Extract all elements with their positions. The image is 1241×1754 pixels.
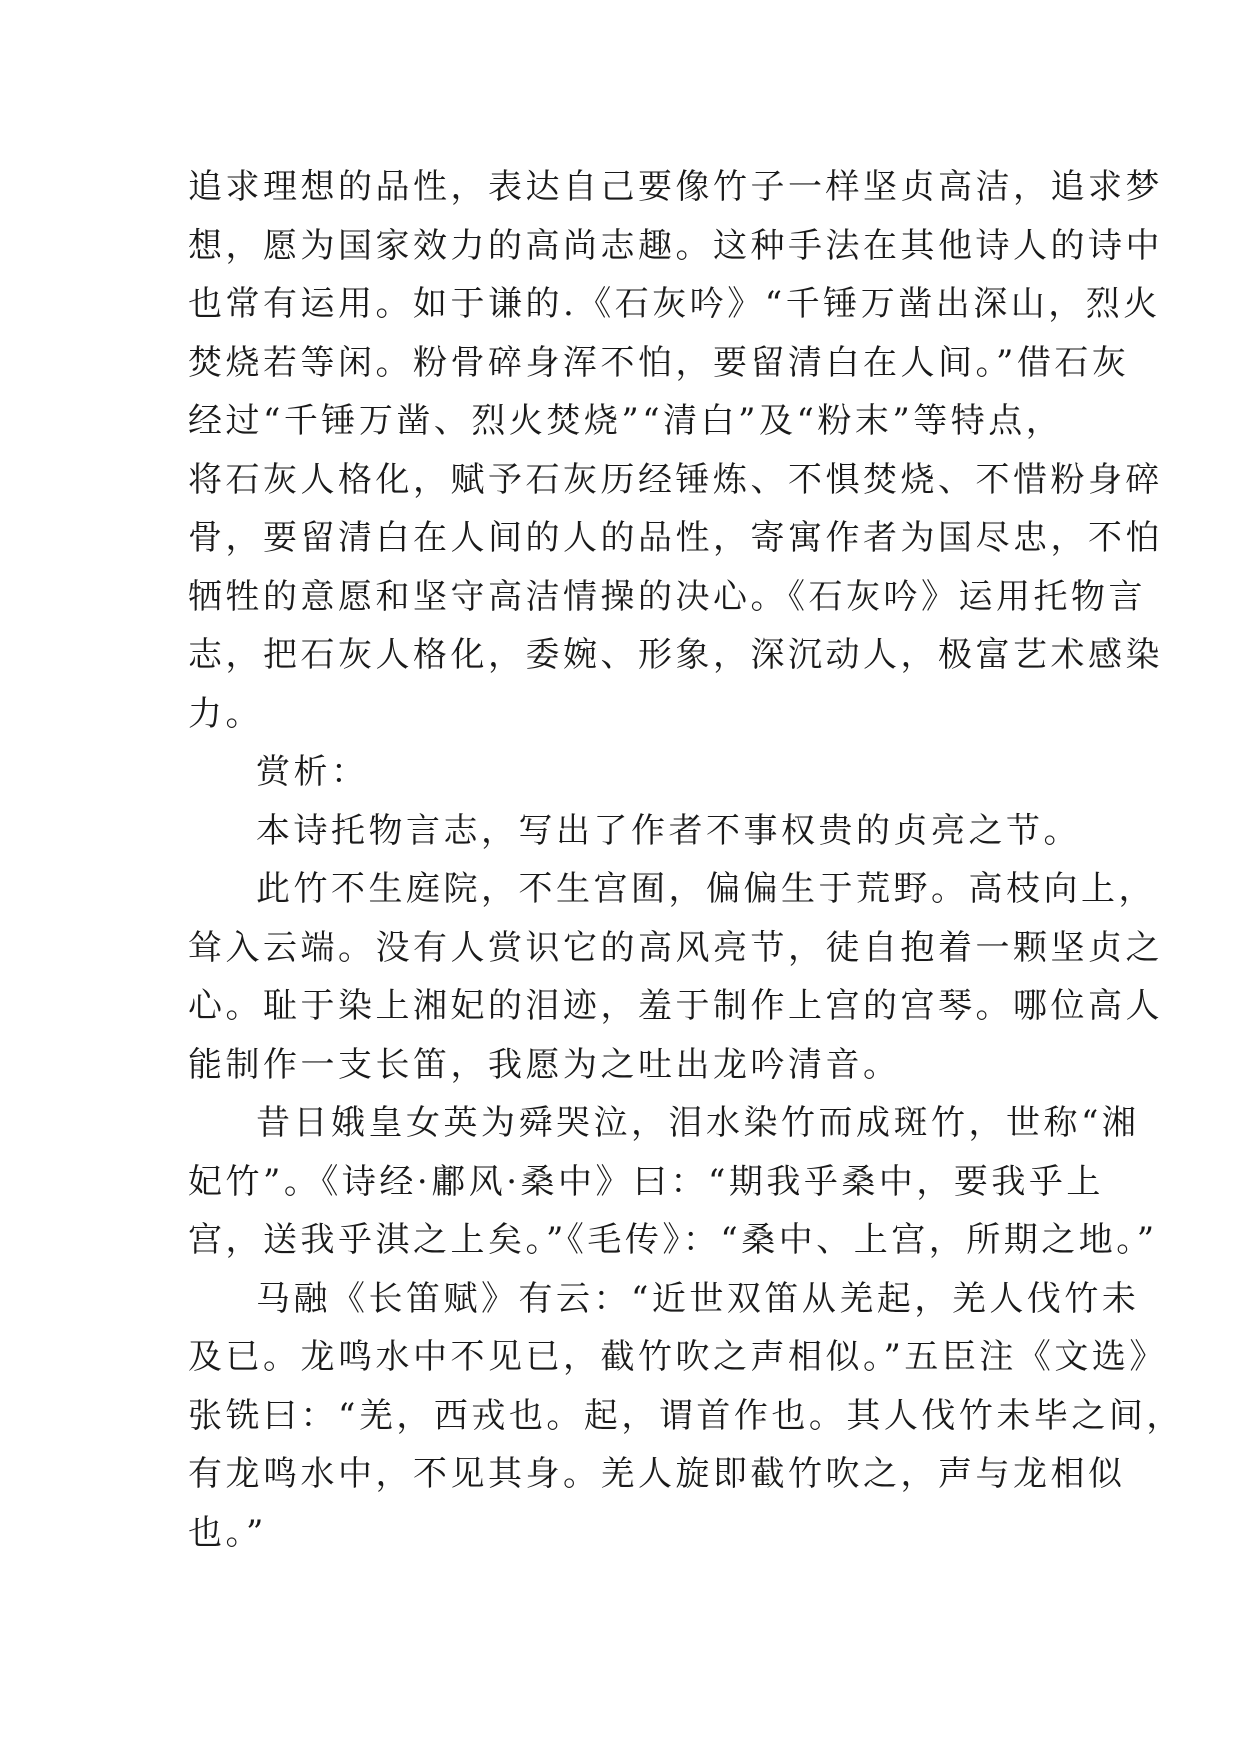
- paragraph: [188, 802, 1081, 861]
- text-line: 将石灰人格化，赋予石灰历经锤炼、不惧焚烧、不惜粉身碎: [188, 459, 1163, 500]
- text-line: 也常有运用。如于谦的.《石灰吟》“千锤万凿出深山，烈火: [188, 284, 1161, 324]
- text-line: 及已。龙鸣水中不见已，截竹吹之声相似。”五臣注《文选》: [188, 1337, 1167, 1377]
- text-line: 也。”: [188, 1512, 267, 1553]
- text-line: 张铣曰：“羌，西戎也。起，谓首作也。其人伐竹未毕之间，: [188, 1395, 1184, 1436]
- text-line: 有龙鸣水中，不见其身。羌人旋即截竹吹之，声与龙相似: [188, 1454, 1126, 1494]
- text-line: 马融《长笛赋》有云：“近世双笛从羌起，羌人伐竹未: [256, 1278, 1140, 1319]
- paragraph: [188, 158, 1163, 743]
- text-line: 力。: [188, 693, 263, 734]
- paragraph: [188, 860, 1163, 1094]
- paragraph: [188, 743, 1058, 802]
- text-line: 能制作一支长笛，我愿为之吐出龙吟清音。: [188, 1044, 901, 1085]
- text-line: 宫，送我乎淇之上矣。”《毛传》：“桑中、上宫，所期之地。”: [188, 1220, 1158, 1260]
- text-line: 想，愿为国家效力的高尚志趣。这种手法在其他诗人的诗中: [188, 225, 1163, 266]
- text-line: 骨，要留清白在人间的人的品性，寄寓作者为国尽忠，不怕: [188, 518, 1163, 558]
- paragraph: [188, 1270, 1184, 1563]
- text-line: 志，把石灰人格化，委婉、形象，深沉动人，极富艺术感染: [188, 635, 1163, 675]
- document-body: [188, 158, 1184, 1562]
- text-line: 妃竹”。《诗经·鄘风·桑中》曰：“期我乎桑中，要我乎上: [188, 1161, 1104, 1202]
- text-line: 心。耻于染上湘妃的泪迹，羞于制作上宫的宫琴。哪位高人: [188, 986, 1163, 1026]
- text-line: 耸入云端。没有人赏识它的高风亮节，徒自抱着一颗坚贞之: [188, 927, 1163, 968]
- text-line: 追求理想的品性，表达自己要像竹子一样坚贞高洁，追求梦: [188, 167, 1163, 207]
- text-line: 赏析：: [256, 752, 369, 792]
- paragraph: [188, 1094, 1158, 1270]
- text-line: 此竹不生庭院，不生宫囿，偏偏生于荒野。高枝向上，: [256, 869, 1156, 909]
- text-line: 焚烧若等闲。粉骨碎身浑不怕，要留清白在人间。”借石灰: [188, 342, 1130, 383]
- text-line: 本诗托物言志，写出了作者不事权贵的贞亮之节。: [256, 810, 1081, 851]
- text-line: 牺牲的意愿和坚守高洁情操的决心。《石灰吟》运用托物言: [188, 576, 1146, 617]
- text-line: 经过“千锤万凿、烈火焚烧”“清白”及“粉末”等特点，: [188, 401, 1064, 441]
- text-line: 昔日娥皇女英为舜哭泣，泪水染竹而成斑竹，世称“湘: [256, 1103, 1140, 1143]
